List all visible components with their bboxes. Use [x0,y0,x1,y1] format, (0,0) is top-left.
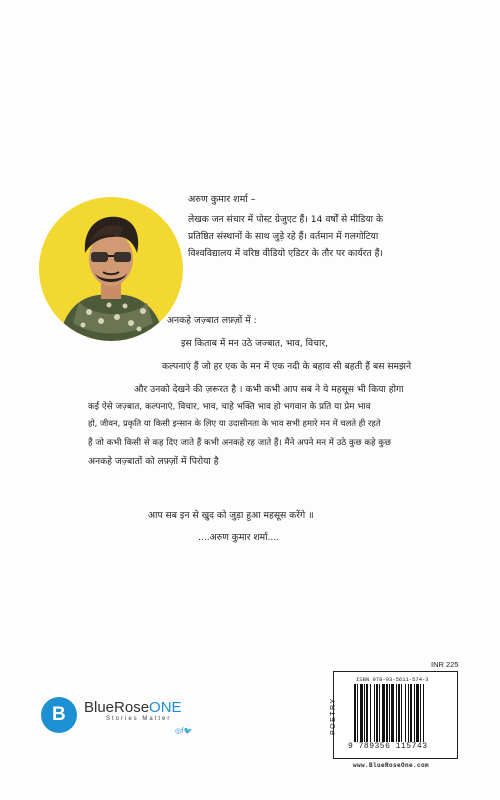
publisher-tagline: Stories Matter [106,716,172,722]
author-bio-line: विश्वविद्यालय में वरिष्ठ वीडियो एडिटर के तौर पर कार्यरत हैं। [188,248,383,259]
author-name: अरुण कुमार शर्मा – [188,194,256,205]
description-line: हैं जो कभी किसी से कह दिए जाते हैं कभी अनकहे रह जाते हैं। मैंने अपने मन में उठे कुछ कहे कुछ [88,438,391,448]
description-line: कई ऐसे जज़्बात, कल्पनाएं, विचार, भाव, चाहे भक्ति भाव हो भगवान के प्रति या प्रेम भाव [88,402,371,412]
social-icons: ◎f🐦 [175,727,193,735]
publisher-name-accent: ONE [149,699,182,716]
barcode-icon [354,684,450,742]
description-line: और उनको देखने की ज़रूरत है । कभी कभी आप सब ने ये महसूस भी किया होगा [134,384,404,395]
publisher-name [84,699,182,716]
description-line: इस किताब में मन उठे जज्बात, भाव, विचार, [181,338,329,349]
author-bio-line: लेखक जन संचार में पोस्ट ग्रेजुएट हैं। 14 वर्षों से मीडिया के [188,214,384,225]
section-title: अनकहे जज़्बात लफ़्ज़ों में : [167,315,257,326]
isbn-text: ISBN 978-93-5611-574-3 [356,676,429,683]
description-line: अनकहे जज़्बातों को लफ़्ज़ों में पिरोया है [88,456,219,467]
author-bio [188,211,452,262]
barcode-number: 9 789356 115743 [348,742,428,751]
author-photo [39,197,183,341]
author-signoff: ....अरुण कुमार शर्मा.... [198,532,280,543]
publisher-logo-letter: B [52,704,66,725]
author-bio-line: प्रतिष्ठित संस्थानों के साथ जुड़े रहे हैं। वर्तमान में गलगोटिया [188,231,379,242]
price-label: INR 225 [431,660,459,669]
closing-line: आप सब इन से खुद को जुड़ा हुआ महसूस करेंगे ॥ [148,510,314,521]
publisher-website: www.BlueRoseOne.com [353,762,430,769]
description-line: हो, जीवन, प्रकृति या किसी इन्सान के लिए या उदासीनता के भाव सभी हमारे मन में चलते ही रहते [88,418,381,428]
publisher-name-main: BlueRose [84,699,150,716]
description-line: कल्पनाएं हैं जो हर एक के मन में एक नदी के बहाव सी बहती हैं बस समझने [162,361,412,372]
genre-label: POETRY [330,697,337,735]
